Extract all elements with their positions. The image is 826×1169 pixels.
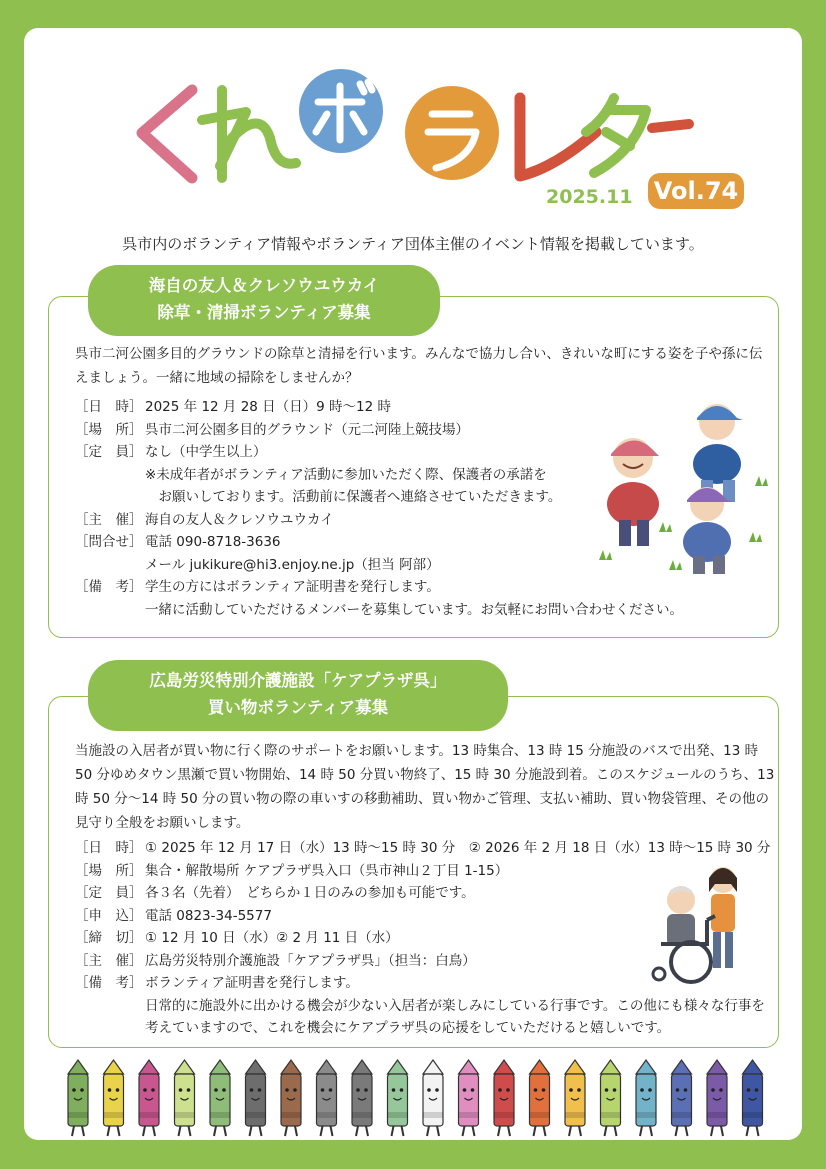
crayon-character xyxy=(672,1060,692,1136)
detail-value: ボランティア証明書を発行します。 xyxy=(145,975,359,991)
logo-char-re2 xyxy=(520,98,596,176)
detail-key: ［申 込］ xyxy=(75,907,143,924)
section1-lead: 呉市二河公園多目的グラウンドの除草と清掃を行います。みんなで協力し合い、きれいな町にする姿を子や孫に伝えましょう。一緒に地域の掃除をしませんか？ xyxy=(75,346,763,386)
detail-value: 学生の方にはボランティア証明書を発行します。 xyxy=(145,579,440,595)
detail-value: メール jukikure@hi3.enjoy.ne.jp（担当 阿部） xyxy=(145,556,440,573)
weeding-volunteers-illustration xyxy=(589,392,769,582)
detail-key: ［主 催］ xyxy=(75,952,143,969)
detail-key: ［日 時］ xyxy=(75,399,143,415)
crayon-character xyxy=(246,1060,266,1136)
crayon-character xyxy=(423,1060,443,1136)
section-shopping-support xyxy=(48,696,779,1048)
crayon-character xyxy=(175,1060,195,1136)
detail-value: ※未成年者がボランティア活動に参加いただく際、保護者の承諾を xyxy=(145,466,547,483)
detail-key: ［場 所］ xyxy=(75,862,143,879)
section1-title-banner xyxy=(88,265,440,336)
detail-value: 電話 090-8718-3636 xyxy=(145,534,281,550)
detail-value: 電話 0823-34-5577 xyxy=(145,907,272,924)
detail-value: 海自の友人＆クレソウユウカイ xyxy=(145,511,334,528)
intro-text: 呉市内のボランティア情報やボランティア団体主催のイベント情報を掲載しています。 xyxy=(122,235,704,253)
crayon-character xyxy=(388,1060,408,1136)
crayon-character xyxy=(494,1060,514,1136)
crayon-character xyxy=(459,1060,479,1136)
section2-title-banner xyxy=(88,660,508,731)
detail-key: ［主 催］ xyxy=(75,511,143,528)
detail-key: ［締 切］ xyxy=(75,930,143,946)
section2-title-line: 広島労災特別介護施設「ケアプラザ呉」 xyxy=(149,671,447,690)
detail-key: ［備 考］ xyxy=(75,579,143,595)
crayon-characters-decoration xyxy=(62,1058,772,1140)
crayon-character xyxy=(636,1060,656,1136)
detail-value: なし（中学生以上） xyxy=(145,444,267,460)
detail-value: ① 12 月 10 日（水）② 2 月 11 日（水） xyxy=(145,930,399,946)
detail-key: ［定 員］ xyxy=(75,885,143,901)
detail-key: ［定 員］ xyxy=(75,444,143,460)
crayon-character xyxy=(281,1060,301,1136)
crayon-character xyxy=(352,1060,372,1136)
newsletter-page xyxy=(24,28,802,1140)
detail-value: 一緒に活動していただけるメンバーを募集しています。お気軽にお問い合わせください。 xyxy=(145,601,683,618)
detail-row xyxy=(75,837,775,860)
volume-badge: Vol.74 xyxy=(648,173,744,209)
logo-char-dash xyxy=(652,124,689,128)
crayon-character xyxy=(530,1060,550,1136)
detail-key: ［問合せ］ xyxy=(75,534,143,550)
header xyxy=(24,28,802,228)
detail-key xyxy=(75,554,145,577)
detail-row xyxy=(75,995,775,1040)
crayon-character xyxy=(68,1060,88,1136)
wheelchair-caregiver-illustration xyxy=(641,862,751,987)
detail-value: ① 2025 年 12 月 17 日（水）13 時〜15 時 30 分 ② 2026 年 2 月 18 日（水）13 時〜15 時 30 分 xyxy=(145,840,771,856)
logo-char-re xyxy=(202,90,296,178)
detail-key xyxy=(75,464,145,487)
detail-value: お願いしております。活動前に保護者へ連絡させていただきます。 xyxy=(145,489,562,505)
crayon-character xyxy=(104,1060,124,1136)
detail-value: 2025 年 12 月 28 日（日）9 時〜12 時 xyxy=(145,399,392,415)
detail-value: 広島労災特別介護施設「ケアプラザ呉」（担当：白鳥） xyxy=(145,952,476,969)
issue-date: 2025.11 xyxy=(546,186,633,208)
detail-value: 各３名（先着） どちらか１日のみの参加も可能です。 xyxy=(145,885,475,901)
detail-value: 呉市二河公園多目的グラウンド（元二河陸上競技場） xyxy=(145,421,469,438)
crayon-character xyxy=(565,1060,585,1136)
section1-title-line: 除草・清掃ボランティア募集 xyxy=(157,303,371,322)
detail-key xyxy=(75,486,145,509)
detail-value: 集合・解散場所 ケアプラザ呉入口（呉市神山２丁目 1-15） xyxy=(145,862,509,879)
detail-key xyxy=(75,995,145,1040)
section1-title-line: 海自の友人＆クレソウユウカイ xyxy=(148,276,380,295)
section2-lead: 当施設の入居者が買い物に行く際のサポートをお願いします。13 時集合、13 時 15 分施設のバスで出発、13 時 50 分ゆめタウン黒瀬で買い物開始、14 時 50 分買い物終了、15 時 30 分施設到着。このスケジュールのうち、13 時 50 分〜14 時 50 分の買い物の際の車いすの移動補助、買い物かご管理、支払い補助、買い物袋管理、その他の見守り全般をお願いします。 xyxy=(75,743,775,831)
section-weeding-cleanup xyxy=(48,296,779,638)
detail-row xyxy=(75,599,765,622)
crayon-character xyxy=(707,1060,727,1136)
section2-title-line: 買い物ボランティア募集 xyxy=(207,698,389,717)
crayon-character xyxy=(317,1060,337,1136)
detail-key: ［場 所］ xyxy=(75,421,143,438)
detail-key xyxy=(75,599,145,622)
crayon-character xyxy=(210,1060,230,1136)
detail-key: ［備 考］ xyxy=(75,975,143,991)
crayon-character xyxy=(139,1060,159,1136)
logo-char-ku xyxy=(142,90,192,178)
crayon-character xyxy=(743,1060,763,1136)
detail-value: 日常的に施設外に出かける機会が少ない入居者が楽しみにしている行事です。この他にも様々な行事を考えていますので、これを機会にケアプラザ呉の応援をしていただけると嬉しいです。 xyxy=(145,997,765,1036)
crayon-character xyxy=(601,1060,621,1136)
detail-key: ［日 時］ xyxy=(75,840,143,856)
